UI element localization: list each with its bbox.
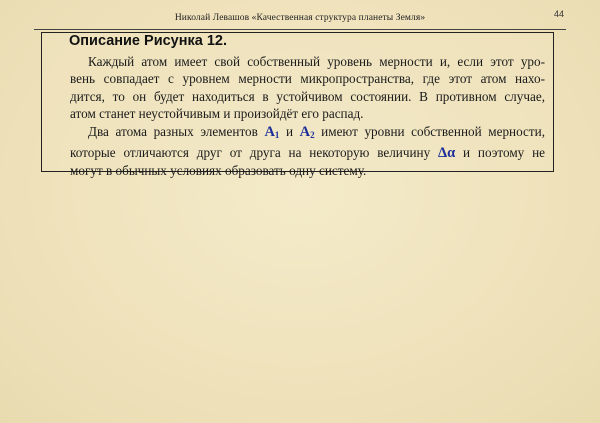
element-a1-symbol <box>264 124 279 140</box>
description-body <box>52 53 545 180</box>
paragraph-1 <box>52 53 545 123</box>
page-header <box>34 7 566 30</box>
element-a2-symbol <box>300 124 315 140</box>
paragraph-1-line-1: Каждый атом имеет свой собственный уровень мерности и, если этот уро- <box>88 54 545 69</box>
delta-alpha-symbol: Δα <box>438 145 456 162</box>
element-a2-subscript: 2 <box>310 129 315 140</box>
paragraph-1-line-2: вень совпадает с уровнем мерности микропространства, где этот атом нахо- <box>70 71 545 87</box>
paragraph-2-line-1 <box>52 123 545 144</box>
conjunction-and: и <box>279 123 300 139</box>
element-a1-subscript: 1 <box>274 129 280 140</box>
paragraph-2-line-1-text-before: Два атома разных элементов <box>88 123 265 139</box>
element-a2-letter: A <box>299 123 311 140</box>
paragraph-2-line-2 <box>52 144 545 162</box>
caption-title: Описание Рисунка 12. <box>69 33 227 49</box>
paragraph-2-line-1-text-after: имеют уровни собственной мерности, <box>314 123 545 139</box>
paragraph-2 <box>52 123 545 180</box>
paragraph-2-line-2-text-before: которые отличаются друг от друга на некоторую величину <box>70 145 439 161</box>
paragraph-1-line-3: дится, то он будет находиться в устойчивом состоянии. В противном случае, <box>70 88 545 104</box>
paragraph-1-line-4: атом станет неустойчивым и произойдёт его распад. <box>70 106 364 122</box>
page-number: 44 <box>553 9 564 19</box>
element-a1-letter: A <box>264 123 275 140</box>
header-title: Николай Левашов «Качественная структура планеты Земля» <box>174 13 426 23</box>
paragraph-2-line-2-text-after: и поэтому не <box>455 145 545 161</box>
paragraph-2-line-3: могут в обычных условиях образовать одну систему. <box>70 163 367 179</box>
